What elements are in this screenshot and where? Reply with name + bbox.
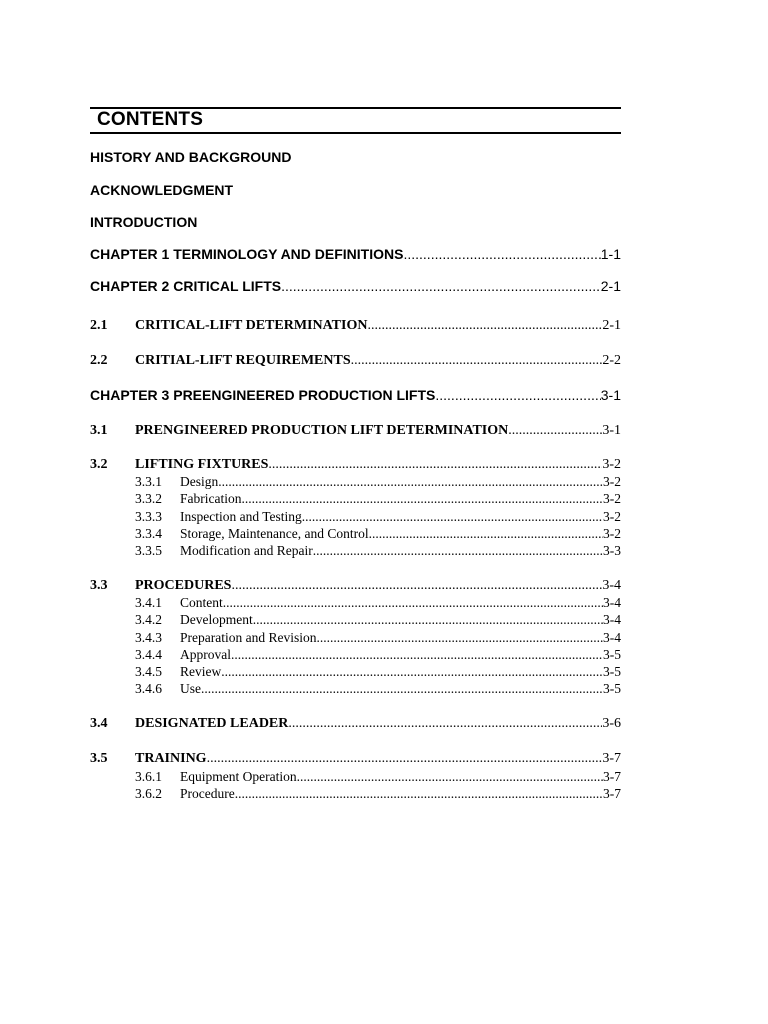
toc-page-number: 3-1 xyxy=(600,387,621,403)
dot-leader xyxy=(235,785,603,802)
toc-chapter-3[interactable] xyxy=(90,387,621,404)
toc-section-number: 3.5 xyxy=(90,751,108,766)
toc-subsection[interactable] xyxy=(135,768,621,785)
toc-entry-text: Approval xyxy=(180,647,231,662)
toc-section-number: 3.6.1 xyxy=(135,769,162,784)
toc-page-number: 3-4 xyxy=(602,578,621,593)
dot-leader xyxy=(221,663,603,680)
dot-leader xyxy=(403,246,600,263)
toc-subsection[interactable] xyxy=(135,473,621,490)
toc-entry-text: CHAPTER 1 TERMINOLOGY AND DEFINITIONS xyxy=(90,246,404,262)
toc-section-number: 3.4.2 xyxy=(135,612,162,627)
toc-page-number: 3-4 xyxy=(603,595,621,610)
dot-leader xyxy=(253,611,603,628)
toc-entry-text: Procedure xyxy=(180,786,235,801)
toc-section-number: 3.4 xyxy=(90,716,108,731)
toc-page-number: 3-1 xyxy=(602,423,621,438)
toc-entry-text: LIFTING FIXTURES xyxy=(135,457,269,472)
toc-entry-text: Storage, Maintenance, and Control xyxy=(180,526,369,541)
toc-page xyxy=(90,0,622,1024)
toc-front-history[interactable] xyxy=(90,149,621,166)
toc-entry-text: CRITIAL-LIFT REQUIREMENTS xyxy=(135,353,351,368)
dot-leader xyxy=(231,646,603,663)
dot-leader xyxy=(351,352,603,369)
toc-entry-text: Use xyxy=(180,681,201,696)
toc-front-acknowledgment[interactable] xyxy=(90,182,621,199)
toc-entry-text: CRITICAL-LIFT DETERMINATION xyxy=(135,318,368,333)
toc-page-number: 3-7 xyxy=(603,786,621,801)
dot-leader xyxy=(201,680,603,697)
toc-section-number: 3.6.2 xyxy=(135,786,162,801)
dot-leader xyxy=(508,422,602,439)
dot-leader xyxy=(288,715,602,732)
toc-section-number: 3.3.2 xyxy=(135,491,162,506)
toc-entry-text: Review xyxy=(180,664,222,679)
dot-leader xyxy=(367,317,602,334)
toc-page-number: 3-5 xyxy=(603,681,621,696)
dot-leader xyxy=(297,768,603,785)
toc-entry-text: TRAINING xyxy=(135,751,207,766)
dot-leader xyxy=(435,387,600,404)
toc-page-number: 2-2 xyxy=(602,353,621,368)
dot-leader xyxy=(218,473,603,490)
toc-page-number: 3-2 xyxy=(603,474,621,489)
toc-section-number: 3.4.4 xyxy=(135,647,162,662)
toc-subsection[interactable] xyxy=(135,508,621,525)
toc-entry-text: HISTORY AND BACKGROUND xyxy=(90,149,292,165)
page-title: CONTENTS xyxy=(97,109,204,130)
toc-section-number: 3.4.3 xyxy=(135,630,162,645)
dot-leader xyxy=(241,490,603,507)
toc-entry-text: PROCEDURES xyxy=(135,578,232,593)
toc-entry-text: Preparation and Revision xyxy=(180,630,317,645)
toc-subsection[interactable] xyxy=(135,490,621,507)
dot-leader xyxy=(231,577,602,594)
toc-entry-text: Content xyxy=(180,595,223,610)
toc-section-number: 3.2 xyxy=(90,457,108,472)
toc-subsection[interactable] xyxy=(135,594,621,611)
dot-leader xyxy=(302,508,603,525)
toc-entry-text: INTRODUCTION xyxy=(90,214,198,230)
toc-entry-text: CHAPTER 3 PREENGINEERED PRODUCTION LIFTS xyxy=(90,387,436,403)
toc-entry-text: CHAPTER 2 CRITICAL LIFTS xyxy=(90,278,282,294)
toc-entry-text: Design xyxy=(180,474,219,489)
toc-chapter-2[interactable] xyxy=(90,278,621,295)
toc-section-number: 3.4.5 xyxy=(135,664,162,679)
toc-section-3-4[interactable] xyxy=(90,715,621,732)
toc-page-number: 3-5 xyxy=(603,647,621,662)
toc-section-2-1[interactable] xyxy=(90,317,621,334)
toc-entry-text: Inspection and Testing xyxy=(180,509,302,524)
toc-entry-text: DESIGNATED LEADER xyxy=(135,716,289,731)
toc-page-number: 3-2 xyxy=(603,526,621,541)
toc-entry-text: Equipment Operation xyxy=(180,769,297,784)
dot-leader xyxy=(223,594,603,611)
toc-page-number: 3-2 xyxy=(602,457,621,472)
toc-subsection[interactable] xyxy=(135,663,621,680)
toc-section-3-3[interactable] xyxy=(90,577,621,594)
toc-page-number: 3-4 xyxy=(603,612,621,627)
toc-page-number: 3-4 xyxy=(603,630,621,645)
toc-entry-text: Modification and Repair xyxy=(180,543,313,558)
toc-page-number: 3-6 xyxy=(602,716,621,731)
dot-leader xyxy=(268,456,602,473)
toc-section-number: 3.4.1 xyxy=(135,595,162,610)
toc-section-2-2[interactable] xyxy=(90,352,621,369)
dot-leader xyxy=(316,629,603,646)
toc-subsection[interactable] xyxy=(135,611,621,628)
toc-page-number: 2-1 xyxy=(600,278,621,294)
dot-leader xyxy=(281,278,601,295)
dot-leader xyxy=(313,542,603,559)
toc-page-number: 1-1 xyxy=(600,246,621,262)
toc-section-number: 3.3.5 xyxy=(135,543,162,558)
toc-subsection[interactable] xyxy=(135,680,621,697)
toc-entry-text: ACKNOWLEDGMENT xyxy=(90,182,234,198)
toc-section-number: 2.1 xyxy=(90,318,108,333)
title-bottom-rule xyxy=(90,132,621,134)
toc-page-number: 3-7 xyxy=(603,769,621,784)
toc-entry-text: PRENGINEERED PRODUCTION LIFT DETERMINATION xyxy=(135,423,509,438)
toc-section-number: 3.3.3 xyxy=(135,509,162,524)
toc-section-number: 3.3.4 xyxy=(135,526,162,541)
toc-section-3-5[interactable] xyxy=(90,750,621,767)
toc-section-number: 3.3.1 xyxy=(135,474,162,489)
toc-subsection[interactable] xyxy=(135,785,621,802)
toc-section-number: 3.1 xyxy=(90,423,108,438)
dot-leader xyxy=(207,750,603,767)
toc-subsection[interactable] xyxy=(135,629,621,646)
toc-page-number: 3-3 xyxy=(603,543,621,558)
toc-page-number: 3-2 xyxy=(603,491,621,506)
toc-page-number: 3-2 xyxy=(603,509,621,524)
toc-subsection[interactable] xyxy=(135,525,621,542)
toc-chapter-1[interactable] xyxy=(90,246,621,263)
toc-page-number: 2-1 xyxy=(602,318,621,333)
toc-entry-text: Development xyxy=(180,612,253,627)
toc-section-number: 3.4.6 xyxy=(135,681,162,696)
dot-leader xyxy=(369,525,603,542)
toc-front-introduction[interactable] xyxy=(90,214,621,231)
toc-section-number: 3.3 xyxy=(90,578,108,593)
toc-section-number: 2.2 xyxy=(90,353,108,368)
toc-subsection[interactable] xyxy=(135,542,621,559)
toc-section-3-1[interactable] xyxy=(90,422,621,439)
toc-subsection[interactable] xyxy=(135,646,621,663)
toc-entry-text: Fabrication xyxy=(180,491,242,506)
toc-page-number: 3-7 xyxy=(602,751,621,766)
toc-section-3-2[interactable] xyxy=(90,456,621,473)
toc-page-number: 3-5 xyxy=(603,664,621,679)
